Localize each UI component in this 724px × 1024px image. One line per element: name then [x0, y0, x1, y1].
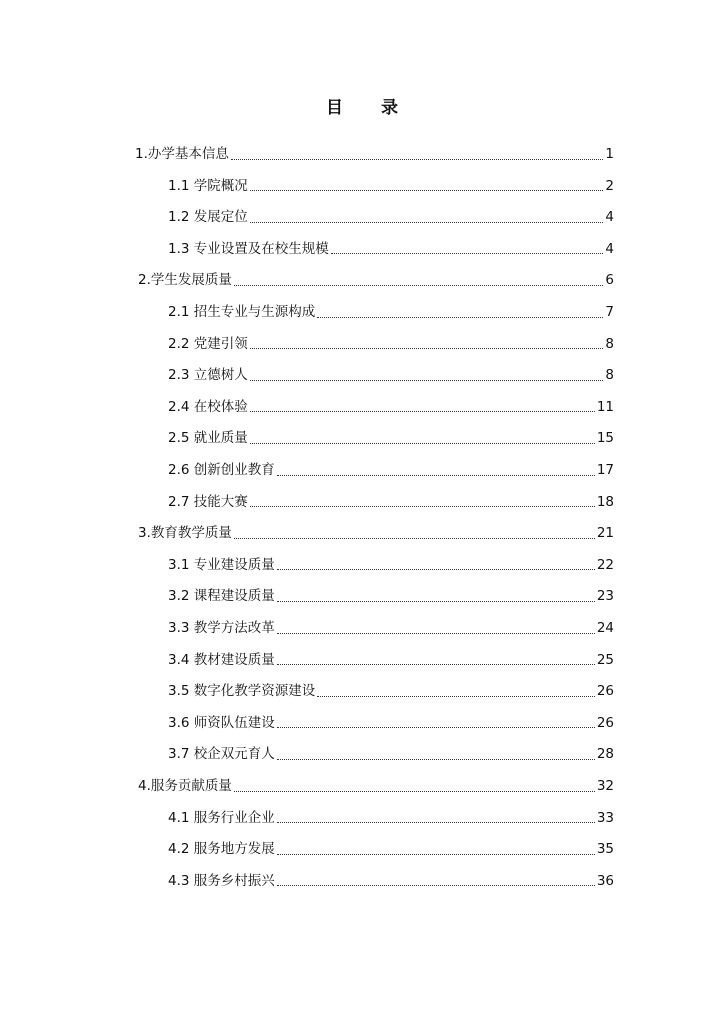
toc-leader-dots	[250, 506, 595, 507]
toc-entry-label: 4.服务贡献质量	[138, 778, 232, 794]
toc-entry-label: 2.3 立德树人	[168, 367, 248, 384]
toc-entry-page: 15	[596, 430, 614, 447]
toc-entry-label: 1.办学基本信息	[135, 146, 229, 162]
toc-title-char-1: 目	[326, 98, 343, 118]
toc-entry[interactable]	[168, 713, 614, 733]
toc-entry-page: 11	[596, 398, 614, 415]
toc-entry[interactable]	[168, 871, 614, 891]
toc-entry-page: 35	[596, 841, 614, 858]
toc-entry-page: 26	[596, 683, 614, 700]
toc-title	[0, 94, 724, 122]
toc-leader-dots	[231, 159, 604, 160]
toc-entry-label: 1.2 发展定位	[168, 209, 248, 226]
toc-leader-dots	[317, 317, 603, 318]
toc-entry[interactable]	[168, 618, 614, 638]
toc-entry[interactable]	[168, 460, 614, 480]
toc-entry[interactable]	[168, 239, 614, 259]
toc-leader-dots	[250, 380, 604, 381]
toc-entry[interactable]	[168, 176, 614, 196]
toc-leader-dots	[277, 569, 595, 570]
toc-entry-page: 2	[605, 177, 614, 194]
toc-leader-dots	[277, 475, 595, 476]
toc-entry-page: 8	[605, 335, 614, 352]
toc-entry-label: 3.6 师资队伍建设	[168, 714, 275, 731]
toc-entry[interactable]	[168, 744, 614, 764]
toc-entry[interactable]	[168, 365, 614, 385]
toc-entry[interactable]	[168, 808, 614, 828]
toc-entry-page: 17	[596, 462, 614, 478]
toc-entry-label: 2.5 就业质量	[168, 430, 248, 447]
toc-entry[interactable]	[168, 428, 614, 448]
toc-entry-label: 3.教育教学质量	[138, 525, 232, 542]
toc-entry[interactable]	[168, 207, 614, 227]
toc-entry-label: 4.1 服务行业企业	[168, 809, 275, 826]
toc-entry-page: 22	[596, 556, 614, 573]
toc-entry-page: 23	[596, 588, 614, 605]
toc-entry-label: 3.4 教材建设质量	[168, 651, 275, 668]
toc-entry-label: 2.6 创新创业教育	[168, 462, 275, 478]
toc-entry[interactable]	[168, 302, 614, 322]
toc-entry-label: 2.学生发展质量	[138, 272, 232, 289]
toc-leader-dots	[277, 822, 595, 823]
toc-entry-label: 4.3 服务乡村振兴	[168, 872, 275, 889]
toc-entry[interactable]	[168, 492, 614, 512]
toc-entry[interactable]	[138, 270, 614, 290]
toc-entry-label: 2.7 技能大赛	[168, 493, 248, 510]
toc-leader-dots	[277, 854, 595, 855]
toc-entry-label: 3.5 数字化教学资源建设	[168, 683, 316, 700]
toc-entry-page: 26	[596, 714, 614, 731]
toc-entry-page: 25	[596, 651, 614, 668]
toc-entry-page: 32	[596, 778, 614, 794]
toc-leader-dots	[317, 696, 595, 697]
toc-leader-dots	[277, 727, 595, 728]
toc-entry[interactable]	[135, 144, 614, 164]
toc-entry-label: 3.3 教学方法改革	[168, 620, 275, 636]
toc-entry-label: 3.7 校企双元育人	[168, 746, 275, 763]
toc-leader-dots	[250, 443, 595, 444]
toc-entry-page: 28	[596, 746, 614, 763]
toc-leader-dots	[250, 222, 604, 223]
toc-entry-page: 33	[596, 809, 614, 826]
toc-entry-label: 2.1 招生专业与生源构成	[168, 304, 316, 320]
toc-entry-page: 4	[605, 209, 614, 226]
toc-entry-page: 36	[596, 872, 614, 889]
toc-entry-label: 2.4 在校体验	[168, 398, 248, 415]
toc-leader-dots	[277, 601, 595, 602]
toc-entry-page: 24	[596, 620, 614, 636]
toc-entry-page: 6	[605, 272, 614, 289]
toc-entry[interactable]	[138, 523, 614, 543]
toc-leader-dots	[234, 791, 595, 792]
toc-leader-dots	[234, 285, 604, 286]
toc-entry[interactable]	[168, 397, 614, 417]
toc-leader-dots	[277, 664, 595, 665]
toc-leader-dots	[277, 885, 595, 886]
toc-entry[interactable]	[168, 681, 614, 701]
toc-entry-label: 4.2 服务地方发展	[168, 841, 275, 858]
toc-entry[interactable]	[168, 650, 614, 670]
toc-entry-label: 3.2 课程建设质量	[168, 588, 275, 605]
toc-entry-page: 18	[596, 493, 614, 510]
toc-entry-page: 4	[605, 240, 614, 257]
toc-leader-dots	[331, 253, 604, 254]
toc-leader-dots	[250, 348, 604, 349]
toc-leader-dots	[234, 538, 595, 539]
toc-leader-dots	[277, 759, 595, 760]
toc-entry-label: 1.3 专业设置及在校生规模	[168, 240, 329, 257]
toc-entry[interactable]	[168, 586, 614, 606]
toc-entry[interactable]	[138, 776, 614, 796]
toc-entry-label: 1.1 学院概况	[168, 177, 248, 194]
toc-entry[interactable]	[168, 839, 614, 859]
toc-entry-page: 7	[605, 304, 614, 320]
toc-entry-page: 8	[605, 367, 614, 384]
toc-entry[interactable]	[168, 555, 614, 575]
toc-entry-label: 2.2 党建引领	[168, 335, 248, 352]
toc-entry-page: 1	[605, 146, 614, 162]
toc-leader-dots	[277, 633, 595, 634]
toc-title-char-2: 录	[381, 98, 398, 118]
toc-entry[interactable]	[168, 334, 614, 354]
toc-entry-label: 3.1 专业建设质量	[168, 556, 275, 573]
toc-leader-dots	[250, 190, 604, 191]
toc-entry-page: 21	[596, 525, 614, 542]
toc-leader-dots	[250, 411, 595, 412]
